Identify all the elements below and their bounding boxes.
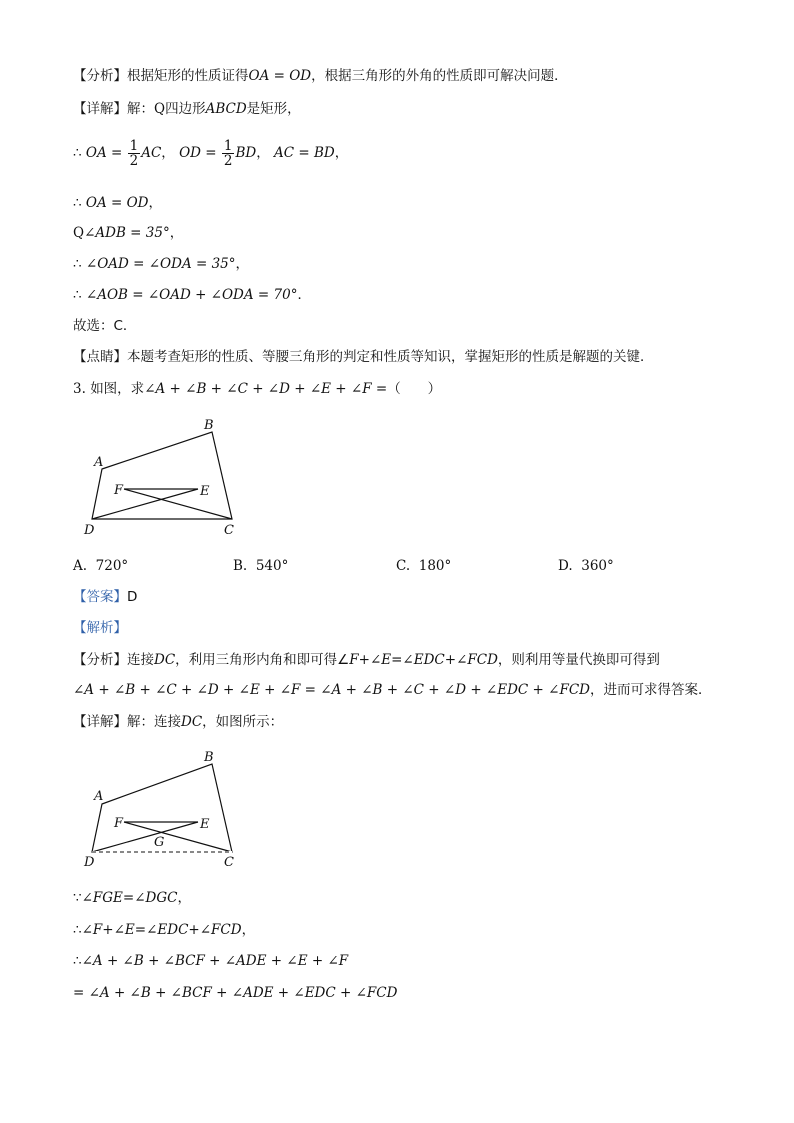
equation-line: Q∠ADB = 35°， <box>73 225 184 241</box>
equation-fractions: ∴ OA = $\frac{1}{2}$ AC， OD = $\frac{1}{2}$ BD， AC = BD， <box>73 138 349 169</box>
detail-line-1: 【详解】解：Q四边形ABCD是矩形， <box>73 101 301 117</box>
section-label: 【点睛】 <box>73 349 127 365</box>
option-a[interactable]: A. 720° <box>73 558 129 574</box>
segment-de <box>92 822 198 852</box>
label-d: D <box>84 855 95 870</box>
quadrilateral-outline <box>92 432 232 519</box>
label-a: A <box>94 789 104 804</box>
label-f: F <box>114 816 124 831</box>
analysis-line-1: 【分析】根据矩形的性质证得OA = OD，根据三角形的外角的性质即可解决问题． <box>73 68 568 84</box>
section-label: 【分析】 <box>73 68 127 84</box>
option-c[interactable]: C. 180° <box>396 558 452 574</box>
label-a: A <box>94 455 104 470</box>
label-c: C <box>224 855 234 870</box>
answer-value: D <box>127 589 138 605</box>
label-d: D <box>84 523 95 538</box>
section-label: 【分析】 <box>73 652 127 668</box>
fraction: $\frac{1}{2}$ <box>129 138 139 169</box>
equation-line: ∴ OA = OD， <box>73 195 162 211</box>
equation-line: ∴∠A + ∠B + ∠BCF + ∠ADE + ∠E + ∠F <box>73 953 349 969</box>
question-3: 3. 如图，求∠A + ∠B + ∠C + ∠D + ∠E + ∠F =（ ） <box>73 381 442 397</box>
equation-line: = ∠A + ∠B + ∠BCF + ∠ADE + ∠EDC + ∠FCD <box>73 985 398 1001</box>
answer-label: 【答案】 <box>73 589 127 605</box>
option-d[interactable]: D. 360° <box>558 558 614 574</box>
segment-fc <box>124 489 232 519</box>
label-g: G <box>154 835 165 850</box>
option-b[interactable]: B. 540° <box>233 558 289 574</box>
choice-line: 故选：C． <box>73 318 137 334</box>
label-b: B <box>204 418 214 433</box>
analysis-label: 【解析】 <box>73 620 127 636</box>
answer-line <box>73 587 137 607</box>
equation-line: ∴∠F+∠E=∠EDC+∠FCD， <box>73 922 256 938</box>
section-label: 【详解】 <box>73 101 127 117</box>
label-e: E <box>200 484 210 499</box>
segment-de <box>92 489 198 519</box>
segment-fc <box>124 822 232 852</box>
section-label: 【详解】 <box>73 714 127 730</box>
detail-line-2: 【详解】解：连接DC，如图所示： <box>73 714 284 730</box>
analysis-line-2: 【分析】连接DC，利用三角形内角和即可得∠F+∠E=∠EDC+∠FCD，则利用等量代换即可得到 <box>73 652 660 668</box>
equation-line: ∵∠FGE=∠DGC， <box>73 890 191 906</box>
label-f: F <box>114 483 124 498</box>
label-c: C <box>224 523 234 538</box>
geometry-figure-1 <box>80 412 250 544</box>
analysis-header <box>73 618 127 638</box>
comment-line: 【点睛】本题考查矩形的性质、等腰三角形的判定和性质等知识，掌握矩形的性质是解题的关键． <box>73 349 654 365</box>
equation-line: ∴ ∠OAD = ∠ODA = 35°， <box>73 256 250 272</box>
analysis-line-3: ∠A + ∠B + ∠C + ∠D + ∠E + ∠F = ∠A + ∠B + ∠C + ∠D + ∠EDC + ∠FCD，进而可求得答案． <box>73 682 712 698</box>
geometry-figure-2 <box>80 747 250 871</box>
label-e: E <box>200 817 210 832</box>
label-b: B <box>204 750 214 765</box>
question-number: 3. <box>73 381 86 397</box>
fraction: $\frac{1}{2}$ <box>223 138 233 169</box>
equation-line: ∴ ∠AOB = ∠OAD + ∠ODA = 70°． <box>73 287 311 303</box>
